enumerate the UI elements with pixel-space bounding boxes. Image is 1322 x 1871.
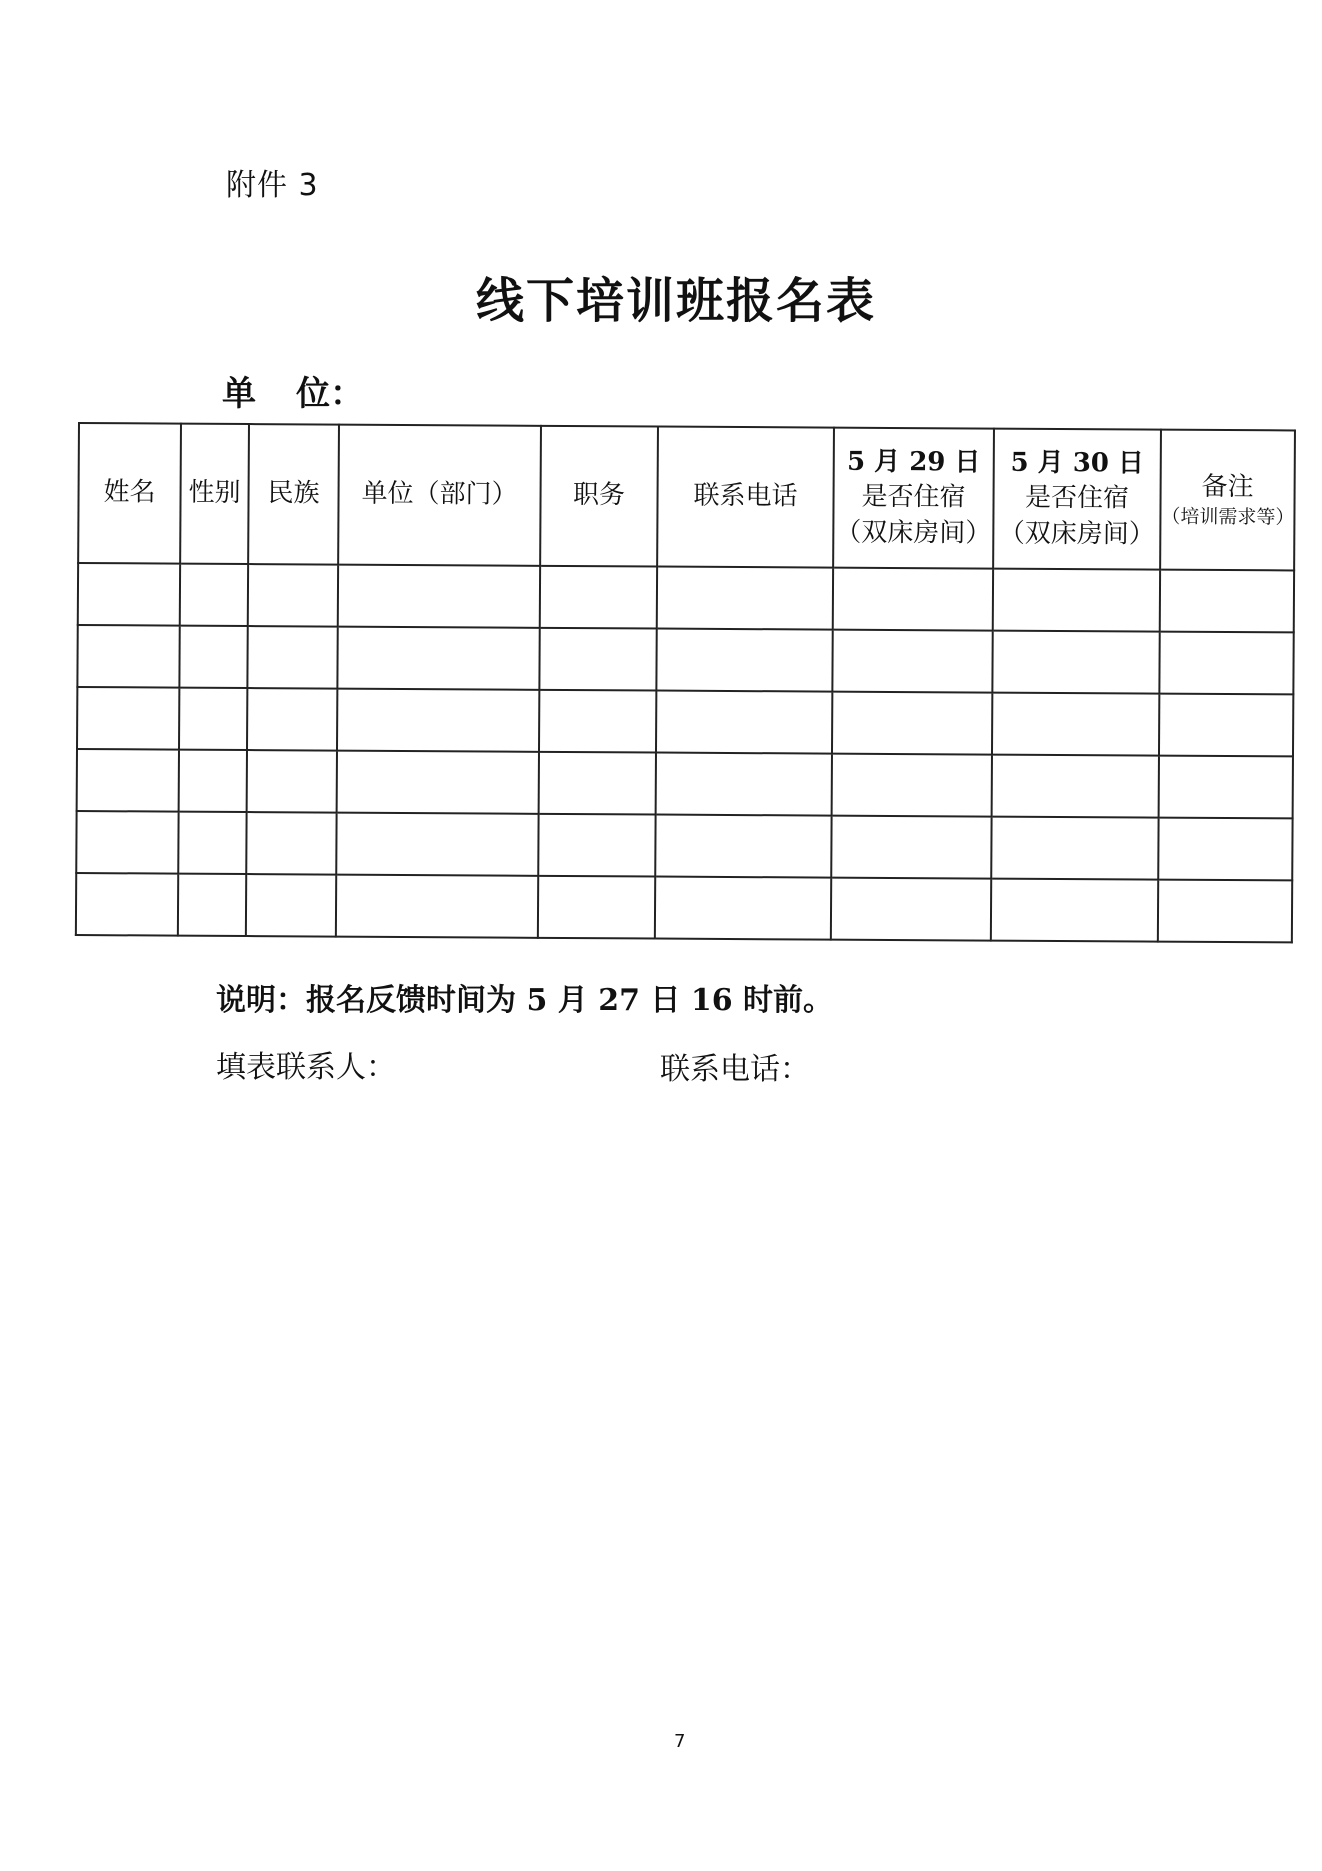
table-row <box>76 811 1292 880</box>
header-ethnicity: 民族 <box>248 424 339 565</box>
cell-phone[interactable] <box>656 629 832 692</box>
cell-name[interactable] <box>76 873 178 936</box>
cell-gender[interactable] <box>179 688 247 750</box>
cell-name[interactable] <box>77 687 179 750</box>
cell-unit-department[interactable] <box>337 627 539 690</box>
header-name: 姓名 <box>78 423 181 564</box>
cell-lodging-may29[interactable] <box>831 878 991 941</box>
cell-phone[interactable] <box>656 753 832 816</box>
cell-lodging-may29[interactable] <box>832 754 992 817</box>
registration-table <box>75 422 1296 943</box>
header-unit-department: 单位（部门） <box>338 425 541 566</box>
page-number: 7 <box>674 1731 686 1752</box>
cell-position[interactable] <box>539 690 656 753</box>
cell-ethnicity[interactable] <box>248 564 338 627</box>
cell-lodging-may29[interactable] <box>832 692 992 755</box>
contact-person-field <box>216 1042 396 1086</box>
cell-lodging-may30[interactable] <box>991 879 1158 942</box>
attachment-label: 附件 3 <box>226 168 319 203</box>
header-lodging-may30 <box>993 429 1161 570</box>
cell-unit-department[interactable] <box>337 751 539 814</box>
unit-field <box>222 366 364 415</box>
cell-ethnicity[interactable] <box>246 874 336 937</box>
table-row <box>78 563 1294 632</box>
cell-position[interactable] <box>538 814 655 877</box>
table-row <box>77 749 1293 818</box>
unit-label-char2: 位： <box>296 374 364 414</box>
cell-phone[interactable] <box>657 567 833 630</box>
header-remarks <box>1160 430 1295 571</box>
cell-remarks[interactable] <box>1159 694 1293 757</box>
cell-lodging-may29[interactable] <box>831 816 991 879</box>
cell-lodging-may30[interactable] <box>992 693 1159 756</box>
cell-name[interactable] <box>76 811 178 874</box>
cell-unit-department[interactable] <box>337 689 539 752</box>
deadline-note: 说明：报名反馈时间为 5 月 27 日 16 时前。 <box>216 983 834 1018</box>
cell-ethnicity[interactable] <box>247 750 337 813</box>
header-lodging-may29 <box>833 428 994 569</box>
cell-gender[interactable] <box>179 750 247 812</box>
cell-ethnicity[interactable] <box>247 626 337 689</box>
header-lodging-may30-question: 是否住宿 <box>1024 483 1130 514</box>
contact-person-label: 填表联系人： <box>216 1050 396 1085</box>
cell-position[interactable] <box>539 752 656 815</box>
header-lodging-may29-room: （双床房间） <box>835 517 992 549</box>
cell-name[interactable] <box>77 625 179 688</box>
cell-phone[interactable] <box>656 691 832 754</box>
header-lodging-may29-date: 5 月 29 日 <box>846 447 981 478</box>
cell-lodging-may30[interactable] <box>992 631 1159 694</box>
header-position: 职务 <box>540 426 658 567</box>
cell-phone[interactable] <box>655 877 831 940</box>
cell-ethnicity[interactable] <box>246 812 336 875</box>
cell-unit-department[interactable] <box>336 813 538 876</box>
table-row <box>76 873 1292 942</box>
contact-phone-label: 联系电话： <box>660 1052 810 1087</box>
cell-lodging-may30[interactable] <box>992 755 1159 818</box>
cell-lodging-may29[interactable] <box>833 568 993 631</box>
header-lodging-may30-date: 5 月 30 日 <box>1010 448 1145 479</box>
page-title-text: 线下培训班报名表 <box>475 273 876 329</box>
cell-remarks[interactable] <box>1158 818 1292 881</box>
cell-gender[interactable] <box>180 564 248 626</box>
unit-label-char1: 单 <box>222 374 256 414</box>
cell-position[interactable] <box>539 628 656 691</box>
page-title <box>0 262 1322 331</box>
header-phone: 联系电话 <box>657 427 834 568</box>
cell-remarks[interactable] <box>1159 756 1293 819</box>
header-row <box>78 423 1295 570</box>
cell-gender[interactable] <box>179 626 247 688</box>
cell-name[interactable] <box>77 749 179 812</box>
cell-position[interactable] <box>540 566 657 629</box>
table-row <box>77 625 1293 694</box>
cell-remarks[interactable] <box>1160 570 1294 633</box>
cell-gender[interactable] <box>178 812 246 874</box>
cell-gender[interactable] <box>178 874 246 936</box>
cell-lodging-may29[interactable] <box>832 630 992 693</box>
cell-phone[interactable] <box>655 815 831 878</box>
cell-remarks[interactable] <box>1158 880 1292 943</box>
cell-remarks[interactable] <box>1159 632 1293 695</box>
cell-name[interactable] <box>78 563 180 626</box>
cell-unit-department[interactable] <box>338 565 540 628</box>
cell-lodging-may30[interactable] <box>991 817 1158 880</box>
header-lodging-may29-question: 是否住宿 <box>861 482 966 513</box>
header-gender: 性别 <box>180 424 249 564</box>
header-remarks-subtitle: （培训需求等） <box>1161 505 1295 529</box>
header-lodging-may30-room: （双床房间） <box>998 518 1155 550</box>
header-remarks-title: 备注 <box>1201 471 1254 503</box>
contact-phone-field <box>660 1044 810 1088</box>
cell-ethnicity[interactable] <box>247 688 337 751</box>
cell-unit-department[interactable] <box>336 875 538 938</box>
cell-lodging-may30[interactable] <box>993 569 1160 632</box>
table-row <box>77 687 1293 756</box>
cell-position[interactable] <box>538 876 655 939</box>
